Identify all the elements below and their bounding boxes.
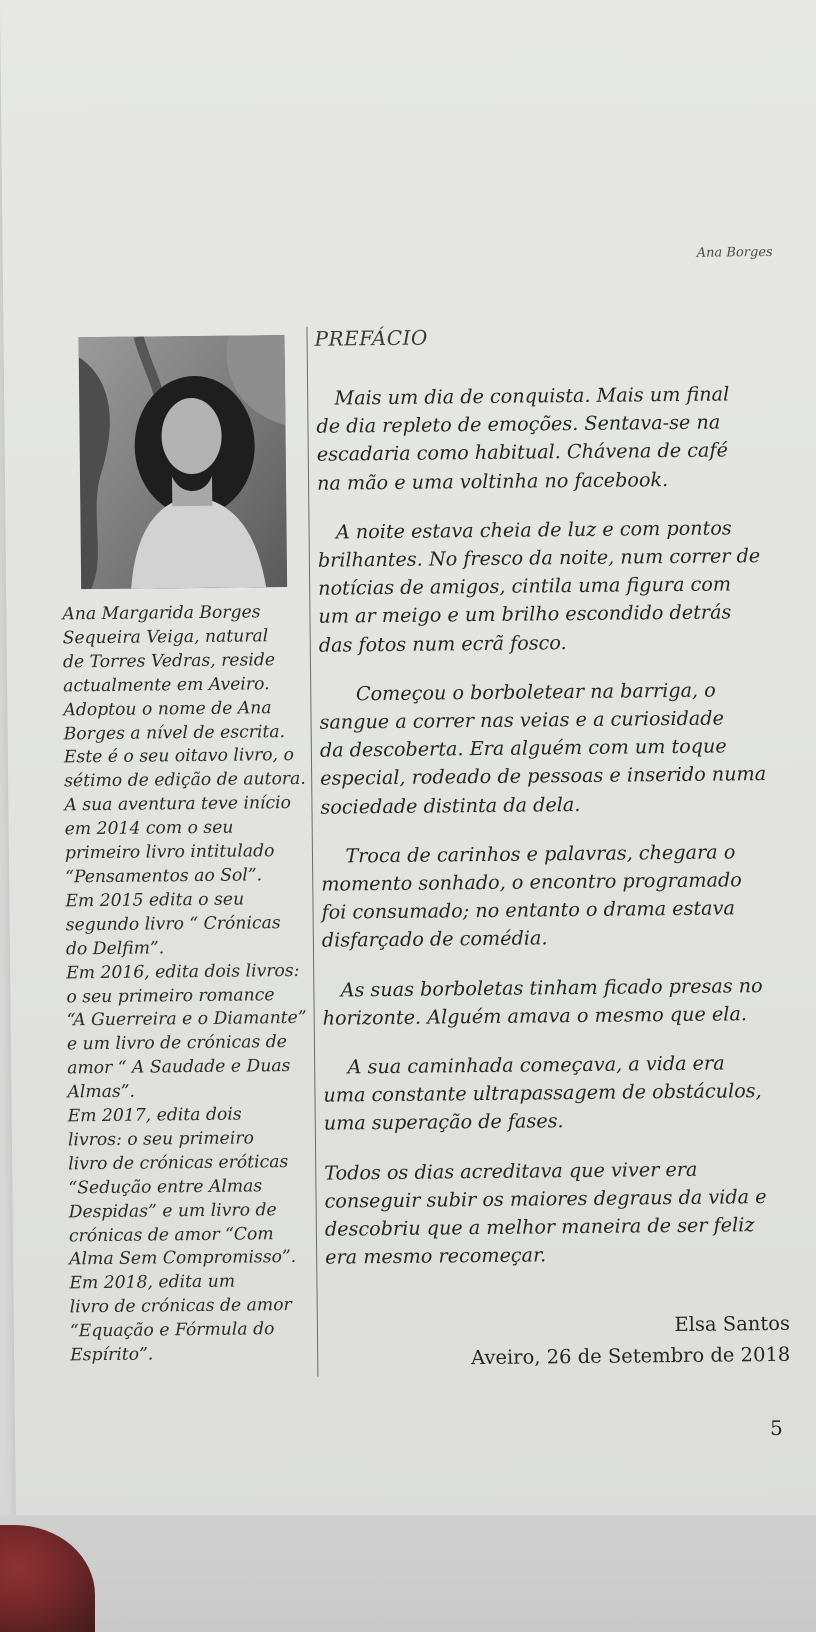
page-number: 5: [769, 1415, 783, 1441]
bio-line: em 2014 com o seu: [64, 817, 234, 840]
text-line: foi consumado; no entanto o drama estava: [321, 896, 735, 924]
bio-line: o seu primeiro romance: [66, 984, 275, 1007]
bio-line: crónicas de amor “Com: [68, 1223, 274, 1246]
bio-line: livro de crónicas eróticas: [68, 1151, 289, 1175]
text-line: na mão e uma voltinha no facebook.: [316, 467, 669, 495]
bio-line: Ana Margarida Borges: [62, 602, 261, 625]
text-line: da descoberta. Era alguém com um toque: [319, 734, 727, 762]
bio-line: sétimo de edição de autora.: [64, 769, 306, 792]
bio-line: Espírito”.: [70, 1344, 154, 1366]
bio-line: Em 2016, edita dois livros:: [66, 960, 300, 983]
paragraph: [323, 1049, 794, 1139]
bio-line: Despidas” e um livro de: [68, 1199, 277, 1223]
page-bottom-shade: [0, 1515, 816, 1632]
text-line: escadaria como habitual. Chávena de café: [316, 438, 728, 467]
bio-line: do Delfim”.: [65, 938, 165, 960]
bio-line: primeiro livro intitulado: [64, 841, 275, 864]
preface-text: [316, 380, 795, 1293]
bio-line: segundo livro “ Crónicas: [65, 912, 281, 936]
bio-line: Em 2015 edita o seu: [65, 889, 245, 912]
text-line: disfarçado de comédia.: [321, 926, 548, 953]
bio-line: livros: o seu primeiro: [67, 1128, 254, 1151]
bio-line: “Pensamentos ao Sol”.: [65, 865, 263, 888]
bio-line: A sua aventura teve início: [64, 793, 292, 816]
paragraph: [324, 1154, 795, 1272]
bio-line: actualmente em Aveiro.: [63, 673, 270, 697]
text-line: Todos os dias acreditava que viver era: [324, 1157, 698, 1185]
text-line: uma constante ultrapassagem de obstáculos,: [323, 1079, 762, 1107]
paragraph: [317, 514, 788, 660]
text-line: brilhantes. No fresco da noite, num correr de: [317, 544, 761, 572]
text-line: descobriu que a melhor maneira de ser feliz: [324, 1213, 755, 1241]
text-line: Começou o borboletear na barriga, o: [319, 678, 716, 706]
paragraph: [316, 380, 787, 498]
text-line: sangue a correr nas veias e a curiosidade: [319, 706, 724, 734]
signature-block: [454, 1308, 791, 1374]
section-title: PREFÁCIO: [314, 325, 428, 351]
author-portrait-image: [79, 335, 288, 589]
text-line: um ar meigo e um brilho escondido detrás: [318, 600, 732, 629]
author-bio: [62, 601, 310, 1368]
bio-line: Borges a nível de escrita.: [63, 721, 286, 744]
text-line: A noite estava cheia de luz e com pontos: [317, 516, 732, 544]
bio-line: livro de crónicas de amor: [69, 1295, 292, 1318]
bio-line: “Sedução entre Almas: [68, 1176, 263, 1199]
text-line: das fotos num ecrã fosco.: [318, 630, 567, 657]
bio-line: “Equação e Fórmula do: [69, 1319, 275, 1342]
text-line: era mesmo recomeçar.: [325, 1243, 547, 1269]
text-line: uma superação de fases.: [323, 1109, 564, 1136]
bio-line: Adoptou o nome de Ana: [63, 697, 272, 720]
signature-name: Elsa Santos: [674, 1311, 791, 1337]
text-line: conseguir subir os maiores degraus da vida e: [324, 1184, 767, 1213]
bio-line: de Torres Vedras, reside: [62, 649, 276, 673]
bio-line: “A Guerreira e o Diamante”: [66, 1008, 307, 1031]
author-photo: [79, 335, 288, 589]
text-line: Mais um dia de conquista. Mais um final: [316, 382, 730, 410]
paragraph: [322, 971, 793, 1032]
text-line: A sua caminhada começava, a vida era: [323, 1051, 725, 1079]
paragraph: [319, 676, 790, 822]
text-line: de dia repleto de emoções. Sentava-se na: [316, 410, 721, 438]
text-line: momento sonhado, o encontro programado: [321, 868, 742, 896]
text-line: As suas borboletas tinham ficado presas no: [322, 973, 763, 1002]
text-line: notícias de amigos, cintila uma figura com: [318, 572, 732, 600]
bio-line: amor “ A Saudade e Duas: [67, 1056, 291, 1079]
bio-line: Alma Sem Compromisso”.: [69, 1247, 297, 1270]
bio-line: Sequeira Veiga, natural: [62, 626, 269, 649]
running-head: Ana Borges: [696, 244, 773, 261]
paragraph: [321, 838, 792, 956]
bio-line: e um livro de crónicas de: [66, 1032, 287, 1055]
text-line: horizonte. Alguém amava o mesmo que ela.: [322, 1002, 748, 1030]
bio-line: Em 2017, edita dois: [67, 1104, 242, 1127]
bio-line: Em 2018, edita um: [69, 1271, 236, 1294]
signature-place-date: Aveiro, 26 de Setembro de 2018: [470, 1342, 791, 1370]
text-line: sociedade distinta da dela.: [320, 792, 581, 819]
bio-line: Este é o seu oitavo livro, o: [63, 745, 294, 768]
bio-line: Almas”.: [67, 1081, 136, 1103]
text-line: Troca de carinhos e palavras, chegara o: [320, 840, 736, 868]
text-line: especial, rodeado de pessoas e inserido numa: [320, 762, 767, 791]
